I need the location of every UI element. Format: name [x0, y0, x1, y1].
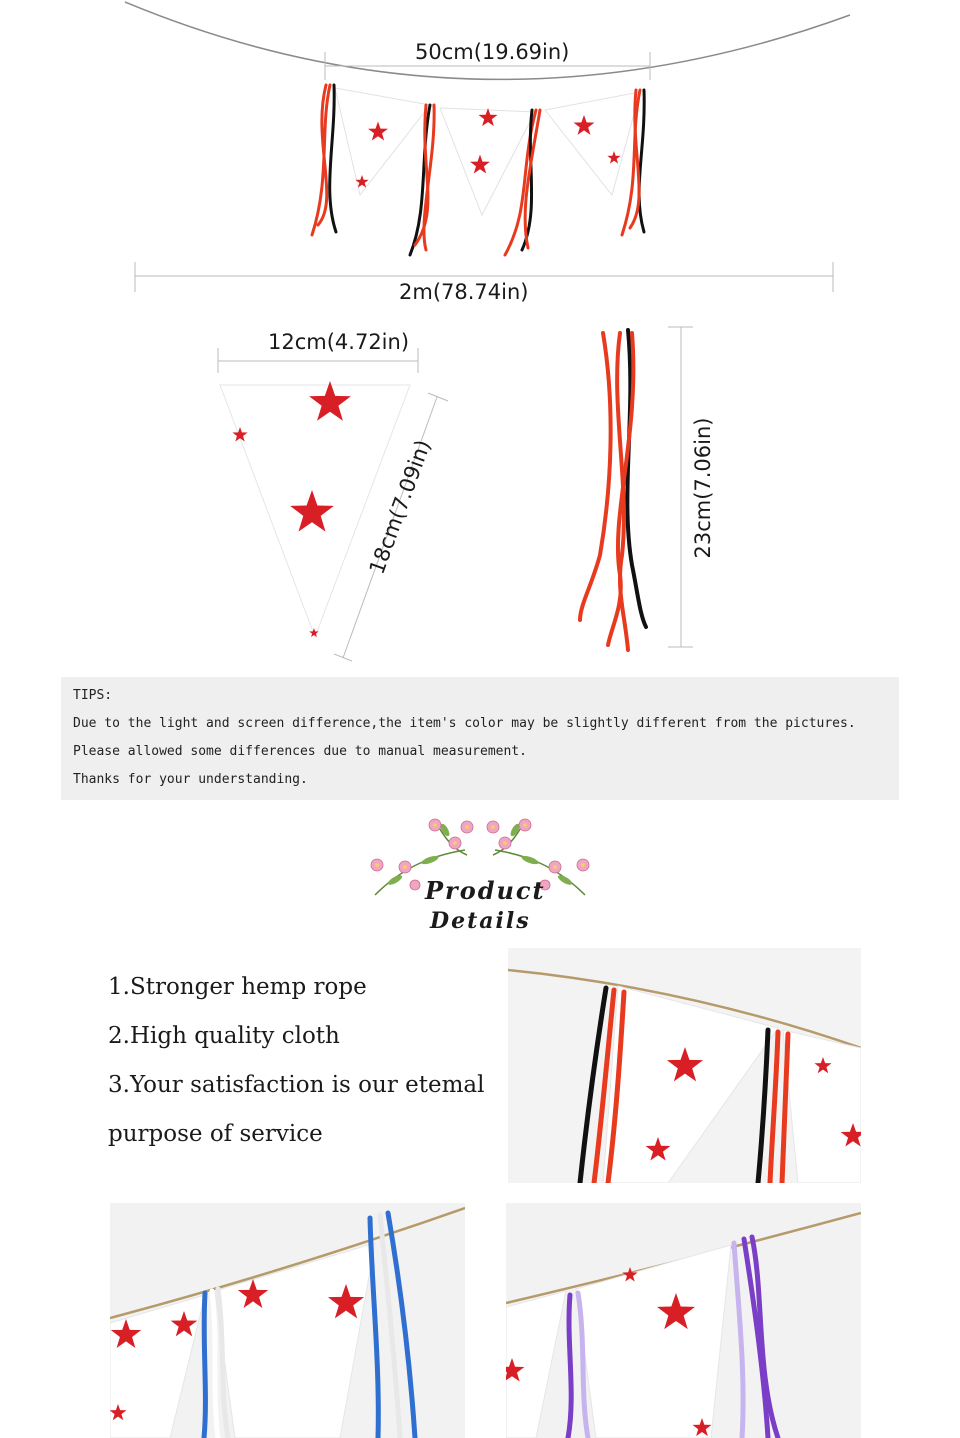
tips-heading: TIPS:	[73, 688, 113, 703]
ribbon-tassel	[580, 330, 646, 650]
feature-item: purpose of service	[108, 1121, 323, 1147]
feature-item: 2.High quality cloth	[108, 1023, 340, 1049]
ribbon-length-label: 23cm(7.06in)	[691, 417, 715, 559]
measure-line	[668, 327, 693, 647]
total-length-label: 2m(78.74in)	[399, 280, 529, 304]
tips-line: Thanks for your understanding.	[73, 772, 308, 787]
pennant-width-label: 50cm(19.69in)	[415, 40, 570, 64]
flag-width-label: 12cm(4.72in)	[268, 330, 410, 354]
feature-item: 3.Your satisfaction is our etemal	[108, 1072, 485, 1098]
product-photo-red-black	[508, 948, 861, 1183]
flag-height-label: 18cm(7.09in)	[364, 436, 436, 578]
tips-box	[61, 677, 899, 800]
feature-item: 1.Stronger hemp rope	[108, 974, 367, 1000]
feature-list	[108, 963, 508, 1159]
emblem-title-line1: Product	[425, 876, 546, 905]
pennant-flag	[335, 88, 640, 215]
tips-line: Due to the light and screen difference,the item's color may be slightly different from the pictures.	[73, 716, 856, 731]
emblem-title-line2: Details	[430, 908, 531, 934]
flag-dimension-illustration	[0, 315, 960, 670]
tips-line: Please allowed some differences due to manual measurement.	[73, 744, 527, 759]
product-photo-purple	[506, 1203, 861, 1438]
product-photo-blue-white	[110, 1203, 465, 1438]
